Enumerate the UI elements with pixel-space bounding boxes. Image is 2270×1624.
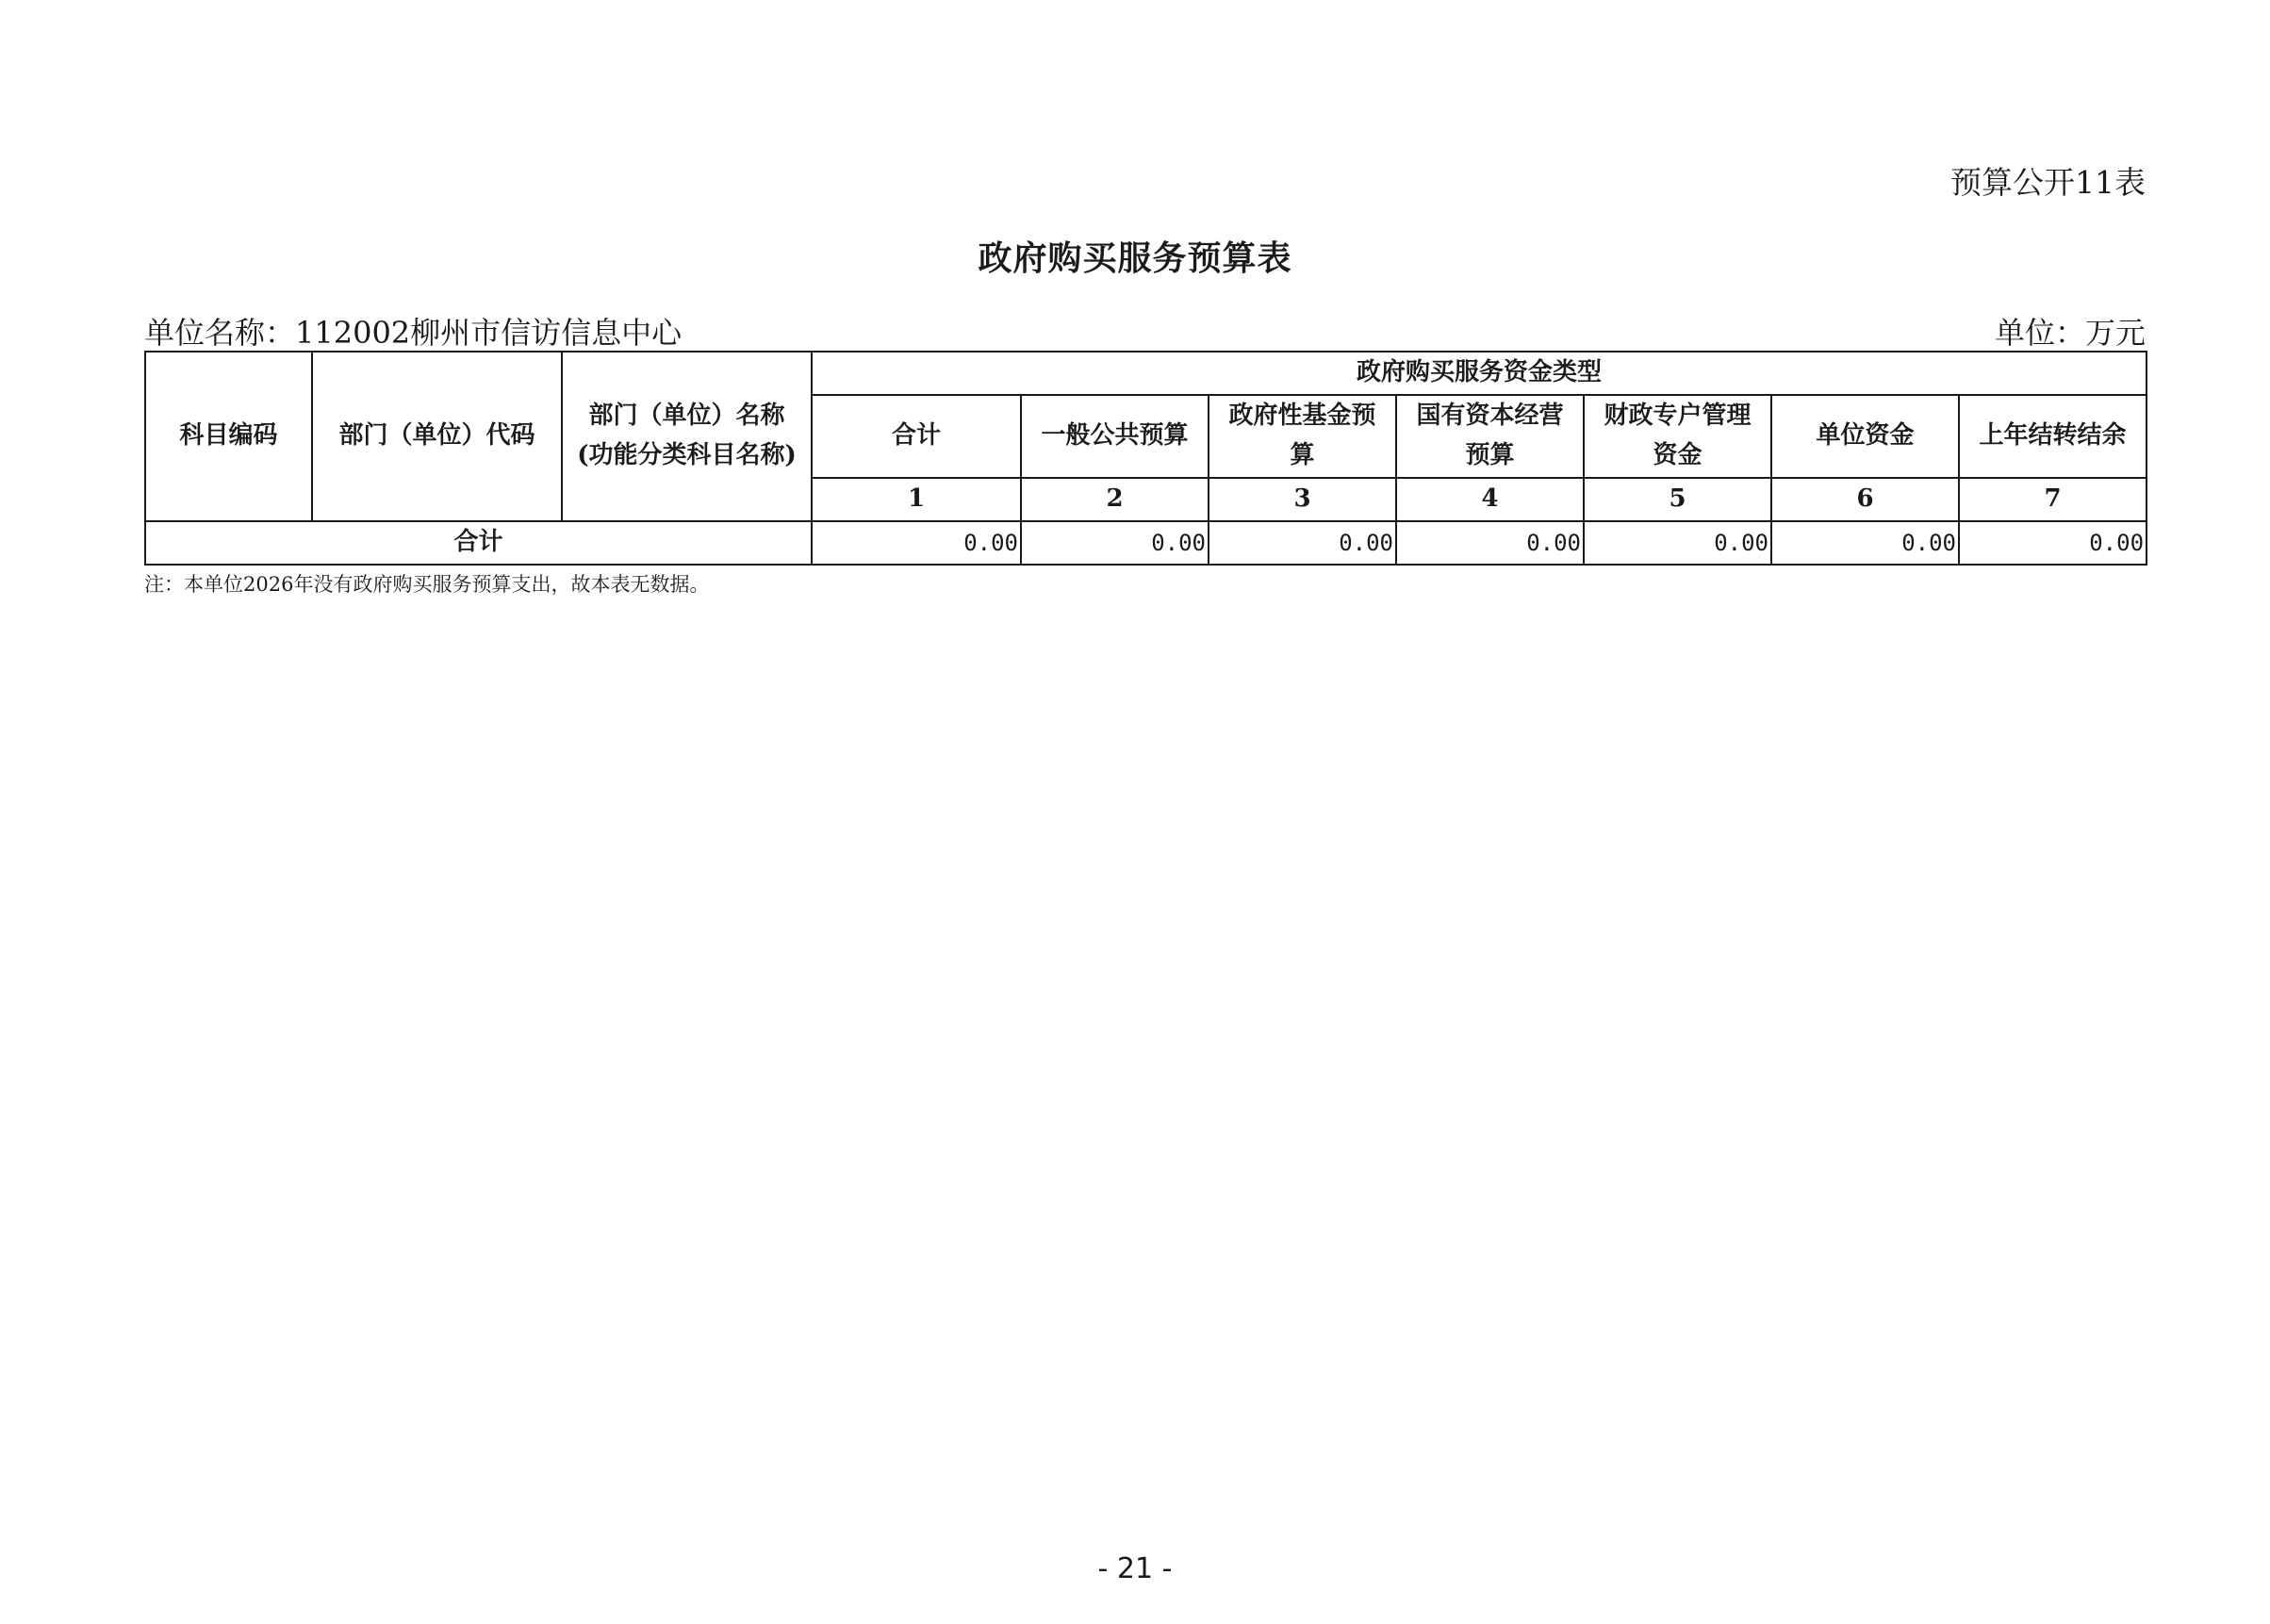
- total-value-3: 0.00: [1209, 521, 1396, 565]
- page-number: - 21 -: [1097, 1552, 1173, 1585]
- header-subject-code: 科目编码: [145, 352, 312, 521]
- total-label: 合计: [145, 521, 812, 565]
- total-value-2: 0.00: [1021, 521, 1209, 565]
- header-fund-type: 政府购买服务资金类型: [812, 352, 2147, 395]
- header-fund-col-3: [1209, 395, 1396, 478]
- header-dept-code: 部门（单位）代码: [312, 352, 562, 521]
- fund-col-1-line1: 合计: [891, 421, 941, 451]
- fund-col-4-index: 4: [1396, 478, 1584, 521]
- page-title: 政府购买服务预算表: [978, 238, 1292, 278]
- fund-col-2-index: 2: [1021, 478, 1209, 521]
- header-fund-col-7: [1959, 395, 2147, 478]
- fund-col-4-line2: 预算: [1465, 441, 1515, 469]
- fund-col-5-line1: 财政专户管理: [1604, 402, 1752, 431]
- org-name: 单位名称：112002柳州市信访信息中心: [144, 315, 683, 351]
- fund-col-7-line1: 上年结转结余: [1979, 421, 2127, 451]
- fund-col-6-index: 6: [1771, 478, 1959, 521]
- total-value-4: 0.00: [1396, 521, 1584, 565]
- header-fund-col-4: [1396, 395, 1584, 478]
- fund-col-5-index: 5: [1584, 478, 1771, 521]
- header-fund-col-1: [812, 395, 1021, 478]
- fund-col-1-index: 1: [812, 478, 1021, 521]
- header-fund-col-2: [1021, 395, 1209, 478]
- fund-col-6-line1: 单位资金: [1816, 421, 1915, 451]
- total-row: [145, 521, 2147, 565]
- header-dept-name: [562, 352, 812, 521]
- header-dept-name-line1: 部门（单位）名称: [588, 402, 785, 431]
- total-value-7: 0.00: [1959, 521, 2147, 565]
- fund-col-4-line1: 国有资本经营: [1416, 402, 1564, 431]
- header-fund-col-6: [1771, 395, 1959, 478]
- budget-table: [144, 351, 2147, 566]
- total-value-1: 0.00: [812, 521, 1021, 565]
- table-code: 预算公开11表: [1950, 164, 2146, 201]
- header-dept-name-line2: (功能分类科目名称): [577, 441, 797, 469]
- fund-col-2-line1: 一般公共预算: [1041, 421, 1189, 451]
- fund-col-5-line2: 资金: [1653, 441, 1702, 469]
- fund-col-3-index: 3: [1209, 478, 1396, 521]
- fund-col-3-line1: 政府性基金预: [1228, 402, 1376, 431]
- fund-col-7-index: 7: [1959, 478, 2147, 521]
- unit-label: 单位：万元: [1994, 315, 2146, 351]
- header-fund-col-5: [1584, 395, 1771, 478]
- table-note: 注：本单位2026年没有政府购买服务预算支出，故本表无数据。: [144, 573, 710, 596]
- total-value-5: 0.00: [1584, 521, 1771, 565]
- fund-col-3-line2: 算: [1290, 441, 1315, 469]
- total-value-6: 0.00: [1771, 521, 1959, 565]
